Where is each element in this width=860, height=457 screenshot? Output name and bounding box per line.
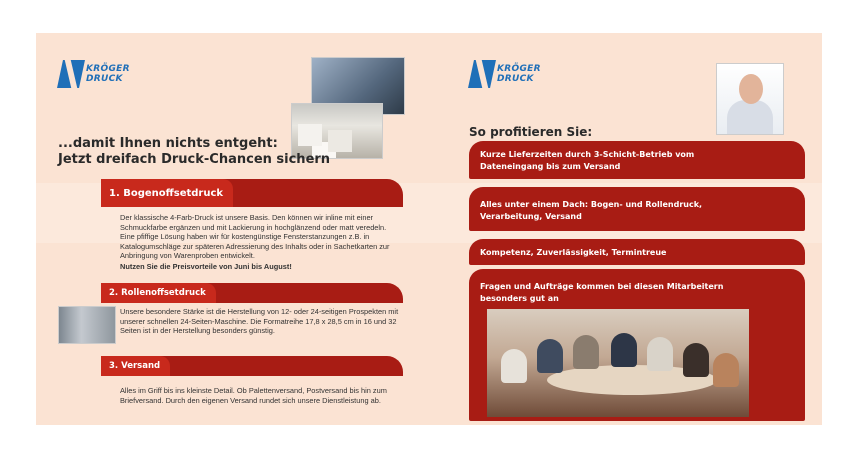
company-logo-right (471, 60, 541, 88)
left-page (36, 33, 429, 425)
section-text-rollenoffset: Unsere besondere Stärke ist die Herstellung von 12- oder 24-seitigen Prospekten mit unserer schnellen 24-Seiten-Maschine. Die Formatreihe 17,8 x 28,5 cm in 16 und 32 Seiten ist in der Herstellung besonders günstig. (120, 307, 399, 336)
team-meeting-photo (487, 309, 749, 417)
benefit-box-competence: Kompetenz, Zuverlässigkeit, Termintreue (469, 239, 805, 265)
brochure-spread (36, 33, 822, 425)
benefits-title: So profitieren Sie: (469, 125, 593, 139)
benefit-box-team: Fragen und Aufträge kommen bei diesen Mitarbeitern besonders gut an (469, 269, 805, 421)
logo-text: KRÖGER DRUCK (497, 64, 541, 84)
section-title: 1. Bogenoffsetdruck (101, 179, 233, 207)
logo-text: KRÖGER DRUCK (86, 64, 130, 84)
printing-machine-photo (58, 306, 116, 344)
section-band-bogenoffset (101, 179, 403, 207)
section-title: 3. Versand (101, 356, 170, 376)
benefit-box-one-roof: Alles unter einem Dach: Bogen- und Rollendruck, Verarbeitung, Versand (469, 187, 805, 231)
employee-portrait-photo (716, 63, 784, 135)
right-page (429, 33, 822, 425)
section-band-rollenoffset (101, 283, 403, 303)
logo-mark-icon (468, 60, 496, 88)
headline: ...damit Ihnen nichts entgeht: Jetzt dreifach Druck-Chancen sichern (58, 136, 331, 167)
section-text-bogenoffset: Der klassische 4-Farb-Druck ist unsere Basis. Den können wir inline mit einer Schmuckfarbe ergänzen und mit Lackierung in hochglänzend oder matt veredeln. Eine pfiffige Lösung haben wir für kostengünstige Fensterstanzungen z.B. in Katalogumschläge zur späteren Adressierung des Inhalts oder in Sachetkarten zur Anbringung von Warenproben entwickelt. Nutzen Sie die Preisvorteile von Juni bis August! (120, 213, 390, 271)
logo-mark-icon (57, 60, 85, 88)
section-band-versand (101, 356, 403, 376)
section-text-versand: Alles im Griff bis ins kleinste Detail. Ob Palettenversand, Postversand bis hin zum Briefversand. Durch den eigenen Versand rundet sich unsere Dienstleistung ab. (120, 386, 387, 405)
company-logo (60, 60, 130, 88)
section-title: 2. Rollenoffsetdruck (101, 283, 216, 303)
benefit-box-delivery: Kurze Lieferzeiten durch 3-Schicht-Betrieb vom Dateneingang bis zum Versand (469, 141, 805, 179)
